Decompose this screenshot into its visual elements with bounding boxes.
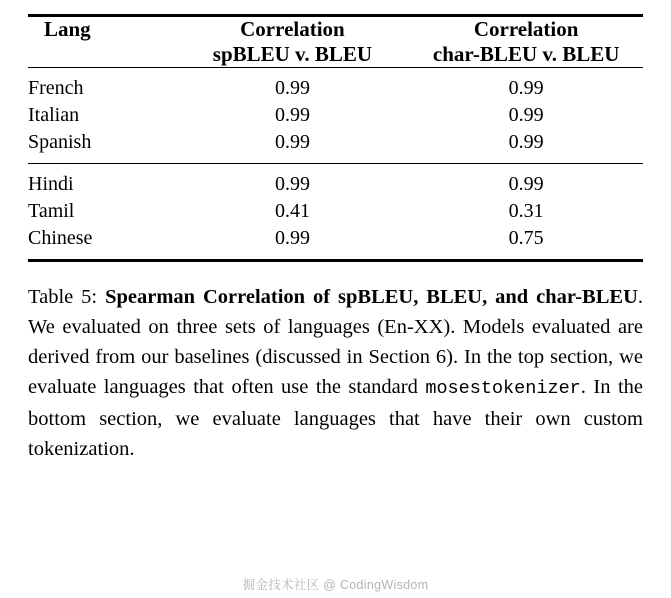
cell-lang: French — [28, 77, 84, 99]
caption-title: Spearman Correlation of spBLEU, BLEU, and char-BLEU — [105, 286, 638, 308]
column-header-spbleu-line1: Correlation — [240, 17, 345, 41]
results-table — [28, 14, 643, 262]
table-bottom-rule — [28, 261, 643, 263]
column-header-spbleu-line2: spBLEU v. BLEU — [212, 42, 373, 66]
table-row — [28, 225, 643, 261]
table-row — [28, 102, 643, 129]
column-header-lang — [28, 17, 176, 68]
column-header-charbleu — [409, 17, 643, 68]
cell-charbleu: 0.99 — [508, 131, 544, 153]
table-row — [28, 198, 643, 225]
cell-spbleu: 0.99 — [274, 227, 310, 249]
column-header-lang-line1: Lang — [44, 17, 91, 41]
cell-charbleu: 0.99 — [508, 77, 544, 99]
cell-charbleu: 0.75 — [508, 227, 544, 249]
caption-section-reference[interactable]: 6 — [435, 346, 447, 368]
caption-text-1: . We evaluated on three sets of languages (En-XX). Models evaluated are derived from our baselines (discussed in Section — [28, 286, 644, 368]
table-row — [28, 68, 643, 102]
cell-lang: Italian — [28, 104, 80, 126]
caption-text-3: . In the bottom section, we evaluate languages that have their own custom tokenization. — [28, 376, 643, 460]
column-header-charbleu-line2: char-BLEU v. BLEU — [432, 42, 620, 66]
cell-spbleu: 0.41 — [274, 200, 310, 222]
cell-lang: Chinese — [28, 227, 93, 249]
table-header-row — [28, 17, 643, 68]
caption-label: Table 5: — [28, 286, 98, 308]
table-caption — [28, 282, 643, 464]
cell-charbleu: 0.31 — [508, 200, 544, 222]
caption-text-2: ). In the top section, we evaluate languages that often use the standard — [28, 346, 643, 398]
cell-lang: Spanish — [28, 131, 92, 153]
column-header-spbleu — [176, 17, 410, 68]
cell-spbleu: 0.99 — [274, 131, 310, 153]
cell-charbleu: 0.99 — [508, 173, 544, 195]
watermark-text: 掘金技术社区 @ CodingWisdom — [242, 578, 429, 592]
cell-lang: Hindi — [28, 173, 74, 195]
caption-tokenizer-name: mosestokenizer — [425, 378, 581, 399]
cell-lang: Tamil — [28, 200, 75, 222]
table-row — [28, 129, 643, 164]
cell-spbleu: 0.99 — [274, 173, 310, 195]
cell-spbleu: 0.99 — [274, 104, 310, 126]
table-row — [28, 164, 643, 198]
cell-charbleu: 0.99 — [508, 104, 544, 126]
column-header-charbleu-line1: Correlation — [473, 17, 579, 41]
cell-spbleu: 0.99 — [274, 77, 310, 99]
